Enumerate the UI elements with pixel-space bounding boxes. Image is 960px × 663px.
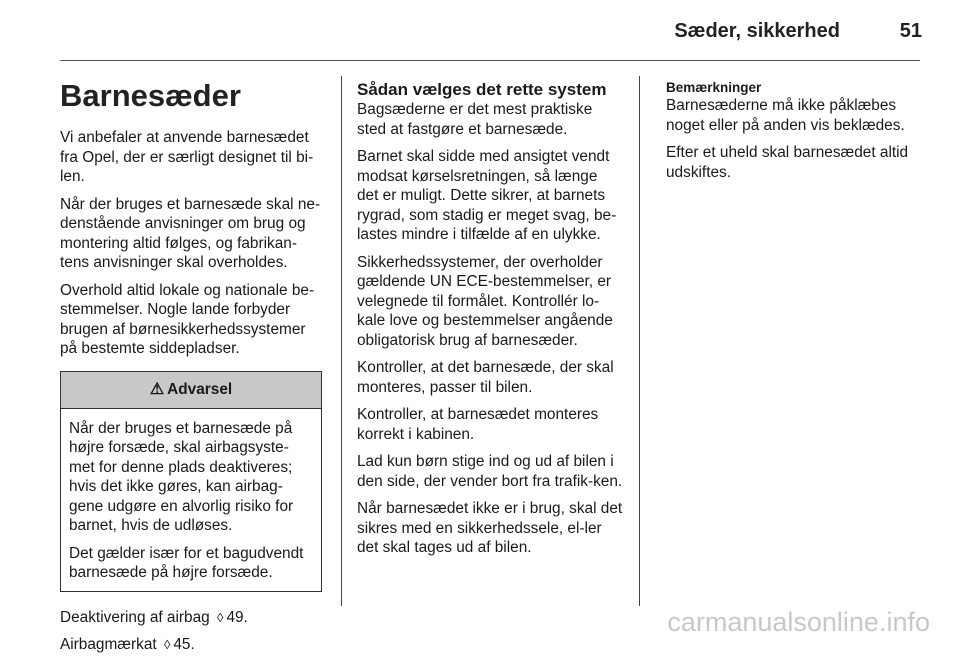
paragraph: Kontroller, at barnesædet monteres korrekt i kabinen. [357,406,599,443]
note-paragraph: Barnesæderne må ikke påklæbes noget eller på anden vis beklædes. [666,97,905,134]
paragraph: Overhold altid lokale og nationale be-stemmelser. Nogle lande forbyder brugen af børnesikkerhedssystemer på bestemte siddepladser. [60,281,315,357]
reference-page: 49. [226,608,248,626]
note-title: Bemærkninger [666,80,762,95]
watermark: carmanualsonline.info [667,607,930,637]
cross-reference[interactable] [60,635,322,655]
paragraph: Kontroller, at det barnesæde, der skal monteres, passer til bilen. [357,359,614,396]
reference-arrow-icon: ◊ [163,637,171,652]
column-divider-1 [341,76,342,606]
warning-triangle-icon: ⚠ [149,380,165,398]
subsection-title: Sådan vælges det rette system [357,80,607,99]
paragraph: Barnet skal sidde med ansigtet vendt modsat kørselsretningen, så længe det er muligt. Dette sikrer, at barnets rygrad, som stadig er meget svag, be-lastes mindre i tilfælde af en ulykke. [357,148,617,243]
column-2 [357,80,623,566]
reference-page: 45. [173,636,195,653]
paragraph: Når der bruges et barnesæde skal ne-denstående anvisninger om brug og montering altid følges, og fabrikan-tens anvisninger skal overholdes. [60,195,321,271]
section-title: Barnesæder [60,78,241,113]
reference-arrow-icon: ◊ [217,609,224,625]
paragraph: Sikkerhedssystemer, der overholder gældende UN ECE-bestemmelser, er velegnede til formålet. Kontrollér lo-kale love og bestemmelser angående obligatorisk brug af barnesæder. [357,253,613,349]
reference-text: Airbagmærkat [60,636,157,653]
header-divider [60,60,920,61]
column-1 [60,72,322,663]
reference-text: Deaktivering af airbag [60,608,210,626]
warning-paragraph: Det gælder især for et bagudvendt barnesæde på højre forsæde. [69,544,304,581]
page-number: 51 [899,20,922,42]
page-header-title: Sæder, sikkerhed [674,20,840,42]
warning-header [61,372,321,409]
column-3 [666,80,922,190]
paragraph: Vi anbefaler at anvende barnesædet fra Opel, der er særligt designet til bi-len. [60,129,314,185]
warning-box [60,371,322,592]
paragraph: Lad kun børn stige ind og ud af bilen i den side, der vender bort fra trafik-ken. [357,453,623,490]
cross-reference[interactable] [60,608,322,628]
paragraph: Bagsæderne er det mest praktiske sted at fastgøre et barnesæde. [357,101,593,138]
column-divider-2 [639,76,640,606]
paragraph: Når barnesædet ikke er i brug, skal det sikres med en sikkerhedssele, el-ler det skal tages ud af bilen. [357,500,623,556]
warning-title: Advarsel [167,380,233,398]
warning-body [61,409,321,591]
warning-paragraph: Når der bruges et barnesæde på højre forsæde, skal airbagsyste-met for denne plads deaktiveres; hvis det ikke gøres, kan airbag-gene udgøre en alvorlig risiko for barnet, hvis de udløses. [69,419,294,534]
note-paragraph: Efter et uheld skal barnesædet altid udskiftes. [666,144,909,181]
